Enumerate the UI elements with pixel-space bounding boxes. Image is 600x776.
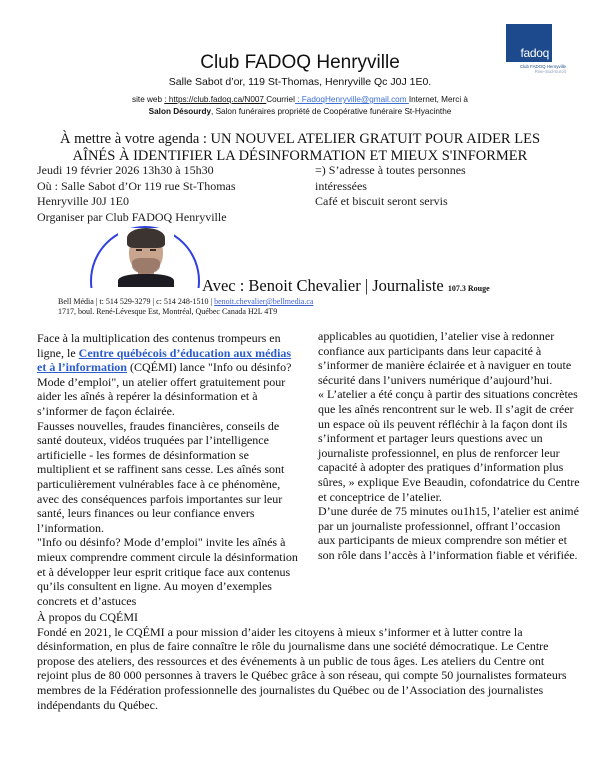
photo-shirt: [118, 274, 174, 287]
header-contact: [0, 94, 600, 118]
event-location: Où : Salle Sabot d’Or 119 rue St-Thomas: [37, 178, 236, 193]
paragraph-4: applicables au quotidien, l’atelier vise à redonner confiance aux participants dans leur capacité à s’informer de manière éclairée et à naviguer en toute sécurité dans l’univers numérique d’aujourd’hui.: [318, 329, 572, 387]
header-title: Club FADOQ Henryville: [200, 52, 400, 73]
logo-club-name: Club FADOQ Henryville: [519, 64, 566, 69]
site-label: site web: [132, 95, 165, 104]
photo-hair: [127, 228, 165, 248]
about-title: À propos du CQÉMI: [37, 610, 138, 624]
body-right-column: [318, 329, 580, 563]
event-date: Jeudi 19 février 2026 13h30 à 15h30: [37, 163, 214, 177]
email-label: Courriel: [266, 95, 295, 104]
speaker-phones: Bell Média | t: 514 529-3279 | c: 514 248-1510 |: [58, 297, 215, 306]
site-link[interactable]: : https://club.fadoq.ca/N007: [164, 95, 267, 104]
intro-after-link: (CQÉMI) lance "Info ou désinfo? Mode d’emploi", un atelier offert gratuitement pour aider les aînés à repérer la désinformation et à s’informer de façon éclairée.: [37, 360, 292, 418]
photo-beard: [132, 258, 160, 274]
event-details: [37, 163, 297, 225]
header-address: Salle Sabot d’or, 119 St-Thomas, Henryville Qc J0J 1E0.: [168, 76, 432, 88]
logo-region: Rive-Sud-Suroît: [534, 69, 566, 74]
event-audience-2: intéressées: [315, 178, 367, 193]
internet-text: Internet, Merci à: [408, 95, 468, 104]
fadoq-logo: [506, 24, 552, 62]
speaker-contact: [58, 297, 313, 317]
speaker-address: 1717, boul. René-Lévesque Est, Montréal, Québec Canada H2L 4T9: [58, 307, 278, 316]
paragraph-quote: « L’atelier a été conçu à partir des situations concrètes que les aînés rencontrent sur le web. Il s’agit de créer un espace où ils peuvent réfléchir à la façon dont ils s’informent et partager leurs questions avec un journaliste professionnel, en plus de renforcer leur capacité à adopter des pratiques d’information plus sûres, » explique Eve Beaudin, cofondatrice du Centre et conceptrice de l’atelier.: [318, 387, 580, 504]
event-city: Henryville J0J 1E0: [37, 194, 129, 208]
speaker-photo: [118, 228, 174, 287]
paragraph-2: Fausses nouvelles, fraudes financières, conseils de santé douteux, vidéos truquées par l’intelligence artificielle - les formes de désinformation se multiplient et se raffinent sans cesse. Les aînés sont particulièrement vulnérables face à ce phénomène, avec des conséquences parfois importantes sur leur santé, leurs finances ou leur confiance envers l’information.: [37, 418, 285, 535]
speaker-email-link[interactable]: benoit.chevalier@bellmedia.ca: [214, 297, 314, 306]
headline-line-2: AÎNÉS À IDENTIFIER LA DÉSINFORMATION ET MIEUX S'INFORMER: [72, 148, 528, 164]
headline: [0, 131, 600, 165]
photo-eye-left: [136, 249, 142, 251]
speaker-phone-line: [58, 297, 313, 307]
intro-before-link: Face à la multiplication des contenus trompeurs en ligne, le: [37, 331, 281, 360]
body-left-column: [37, 331, 299, 608]
headline-line-1: À mettre à votre agenda : UN NOUVEL ATELIER GRATUIT POUR AIDER LES: [59, 131, 541, 147]
event-refreshments: Café et biscuit seront servis: [315, 194, 448, 208]
sponsor-name: Salon Désourdy: [148, 107, 212, 116]
logo-subtitle: [490, 64, 566, 74]
event-notes: [315, 163, 515, 210]
about-text: Fondé en 2021, le CQÉMI a pour mission d’aider les citoyens à mieux s’informer et à lutter contre la désinformation, en plus de faire connaître le rôle du journalisme dans une société démocratique. Le Centre propose des ateliers, des ressources et des événements à un public de tous âges. Les ateliers du Centre ont rejoint plus de 80 000 personnes à travers le Québec grâce à son réseau, qui compte 50 journalistes formateurs membres de la Fédération professionnelle des journalistes du Québec ou de l’Association des journalistes indépendants du Québec.: [37, 624, 567, 712]
speaker-line: [202, 276, 490, 296]
paragraph-3: "Info ou désinfo? Mode d’emploi" invite les aînés à mieux comprendre comment circule la désinformation et à développer leur esprit critique face aux contenus qu’ils consultent en ligne. Au moyen d’exemples concrets et d’astuces: [37, 535, 298, 608]
event-organizer: Organiser par Club FADOQ Henryville: [37, 209, 227, 224]
photo-eye-right: [150, 249, 156, 251]
paragraph-duration: D’une durée de 75 minutes ou1h15, l’atelier est animé par un journaliste professionnel, offrant l’occasion aux participants de mieux comprendre son métier et son rôle dans l’accès à l’information fiable et vérifiée.: [318, 504, 579, 562]
contact-line-1: [0, 94, 600, 106]
intro-paragraph: [37, 331, 299, 419]
about-section: [37, 610, 577, 712]
email-link[interactable]: : FadoqHenryville@gmail.com: [294, 95, 409, 104]
speaker-name: Avec : Benoit Chevalier | Journaliste: [202, 276, 448, 295]
contact-line-2: [0, 106, 600, 118]
cqemi-link[interactable]: Centre québécois d’éducation aux médias et à l’information: [37, 345, 292, 375]
event-audience-1: =) S’adresse à toutes personnes: [315, 163, 466, 177]
logo-text: fadoq: [520, 46, 549, 60]
speaker-station: 107.3 Rouge: [447, 284, 490, 293]
sponsor-text: , Salon funéraires propriété de Coopérative funéraire St-Hyacinthe: [211, 107, 452, 116]
